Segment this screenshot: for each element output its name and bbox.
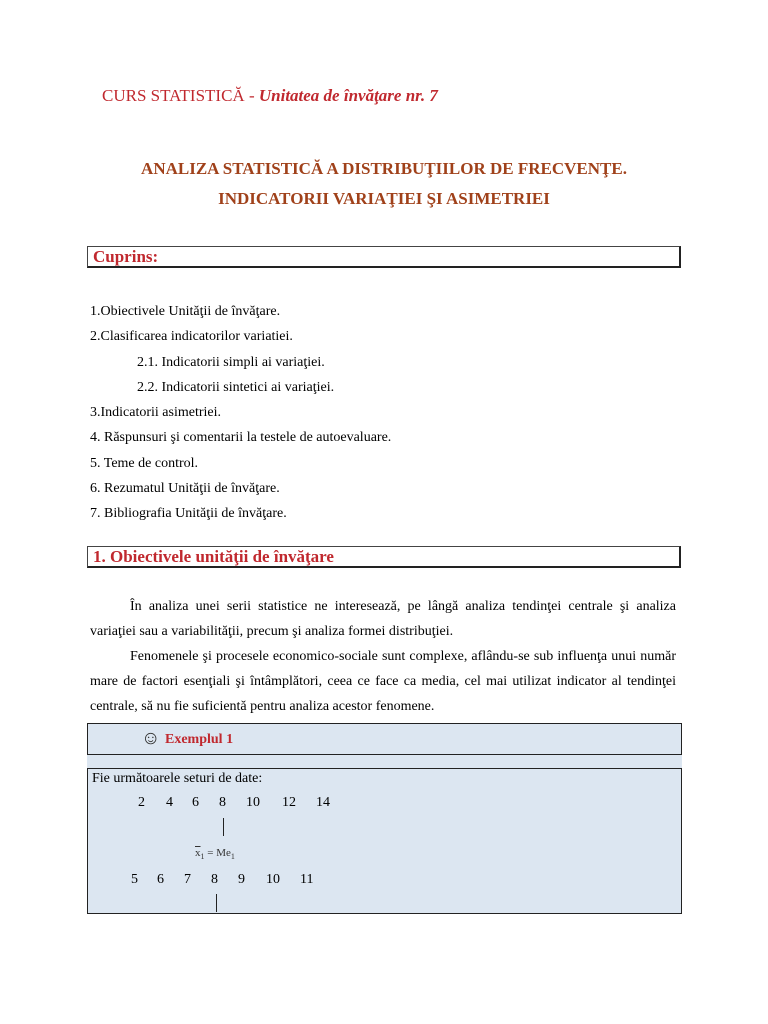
mean-median-formula: [195, 847, 235, 861]
example-header: [87, 723, 682, 755]
formula-mean-symbol: $\overline{x}$: [195, 847, 201, 859]
paragraph-1-text: În analiza unei serii statistice ne interesează, pe lângă analiza tendinţei centrale şi analiza variaţiei sau a variabilităţii, precum şi analiza formei distribuţiei.: [90, 599, 676, 639]
example-label: Exemplul 1: [165, 732, 234, 747]
toc-item: 1.Obiectivele Unităţii de învăţare.: [90, 304, 281, 319]
set1-value: 4: [166, 795, 173, 810]
section-1-heading-box: [87, 546, 681, 568]
set1-value: 12: [282, 795, 296, 810]
toc-subitem: 2.2. Indicatorii sintetici ai variaţiei.: [137, 379, 335, 395]
toc-item: 4. Răspunsuri şi comentarii la testele de autoevaluare.: [90, 430, 392, 446]
main-title-line-1: ANALIZA STATISTICĂ A DISTRIBUŢIILOR DE FRECVENŢE.: [141, 159, 627, 178]
smiley-icon: ☺: [141, 728, 161, 749]
set1-value: 2: [138, 795, 145, 810]
toc-subitem: 2.1. Indicatorii simpli ai variaţiei.: [137, 354, 325, 370]
formula-mean-sub: 1: [200, 852, 205, 862]
contents-heading-box: [87, 246, 681, 268]
toc-item: 3.Indicatorii asimetriei.: [90, 405, 222, 421]
paragraph-1: [90, 594, 676, 644]
set2-value: 8: [211, 872, 218, 887]
main-title-line-2: INDICATORII VARIAŢIEI ŞI ASIMETRIEI: [218, 189, 550, 208]
set2-value: 5: [131, 872, 138, 887]
unit-name: Unitatea de învăţare nr. 7: [258, 86, 438, 105]
toc-item: 2.Clasificarea indicatorilor variatiei.: [90, 329, 293, 345]
set1-value: 14: [316, 795, 330, 810]
example-data-box: [87, 768, 682, 914]
set2-value: 11: [300, 872, 314, 887]
set1-value: 10: [246, 795, 260, 810]
toc-item: 7. Bibliografia Unităţii de învăţare.: [90, 506, 287, 522]
toc-item: 6. Rezumatul Unităţii de învăţare.: [90, 481, 280, 497]
paragraph-2: [90, 644, 676, 719]
formula-equals-median: = Me: [204, 847, 231, 859]
median-marker-1: [223, 818, 224, 836]
set1-value: 8: [219, 795, 226, 810]
course-name: CURS STATISTICĂ -: [102, 86, 259, 105]
set1-value: 6: [192, 795, 199, 810]
course-header: [102, 86, 438, 106]
paragraph-2-text: Fenomenele şi procesele economico-sociale sunt complexe, aflându-se sub influenţa unui număr mare de factori esenţiali şi întâmplători, ceea ce face ca media, cel mai utilizat indicator al tendinţei centrale, să nu fie suficientă pentru analiza acestor fenomene.: [90, 649, 676, 714]
example-intro: Fie următoarele seturi de date:: [92, 771, 263, 786]
formula-median-sub: 1: [230, 852, 235, 862]
section-1-heading: 1. Obiectivele unităţii de învăţare: [93, 547, 334, 566]
set2-value: 10: [266, 872, 280, 887]
contents-heading: Cuprins:: [93, 247, 159, 266]
set2-value: 9: [238, 872, 245, 887]
toc-item: 5. Teme de control.: [90, 455, 199, 471]
set2-value: 7: [184, 872, 191, 887]
set2-value: 6: [157, 872, 164, 887]
table-of-contents: [90, 303, 391, 531]
example-gap: [87, 755, 682, 768]
median-marker-2: [216, 894, 217, 912]
